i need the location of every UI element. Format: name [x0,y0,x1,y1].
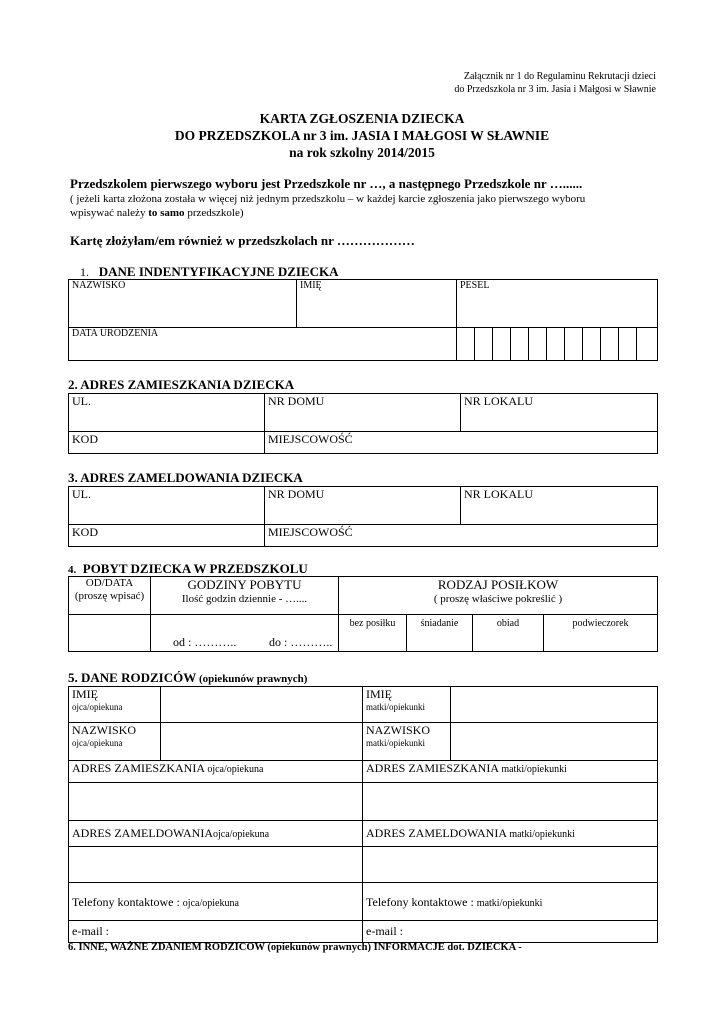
start-date-header [69,577,151,615]
mother-registration-label: ADRES ZAMELDOWANIA [366,826,507,840]
stay-table [68,576,658,652]
pesel-label: PESEL [460,280,490,291]
meals-label: RODZAJ POSIŁKOW [437,577,559,592]
postal-code-label: KOD [72,525,98,539]
pesel-digit-box[interactable] [637,328,658,361]
note-part-2: przedszkole) [184,207,244,219]
flat-number-label: NR LOKALU [464,394,533,408]
meal-option-none[interactable] [339,615,407,652]
father-name-label-cell [69,687,161,723]
town-label: MIEJSCOWOŚĆ [268,432,353,446]
pesel-header [457,280,658,328]
pesel-digit-box[interactable] [475,328,493,361]
town-label: MIEJSCOWOŚĆ [268,525,353,539]
section-3-title: 3. ADRES ZAMELDOWANIA DZIECKA [68,470,303,485]
postal-code-field[interactable] [69,432,265,454]
meals-header [339,577,658,615]
mother-hint: matki/opiekunki [366,702,425,712]
annex-note [454,70,656,96]
mother-hint: matki/opiekunki [476,898,543,909]
preference-note-2 [70,206,585,220]
father-hint: ojca/opiekuna [182,898,239,909]
pesel-digit-box[interactable] [619,328,637,361]
section-4-heading: POBYT DZIECKA W PRZEDSZKOLU [82,561,308,576]
street-field[interactable] [69,394,265,432]
meal-option-lunch[interactable] [473,615,544,652]
mother-registration-field[interactable] [363,847,658,883]
pesel-digit-box[interactable] [547,328,565,361]
hours-label: GODZINY POBYTU [187,577,302,592]
residence-address-table [68,393,658,454]
section-5-title [68,670,307,686]
annex-line-2: do Przedszkola nr 3 im. Jasia i Małgosi w Sławnie [454,84,656,95]
mother-name-field[interactable] [451,687,658,723]
dob-field[interactable] [69,328,457,361]
postal-code-field[interactable] [69,525,265,547]
mother-residence-header [363,761,658,783]
father-residence-field[interactable] [69,783,363,821]
section-2-title: 2. ADRES ZAMIESZKANIA DZIECKA [68,377,295,392]
meal-breakfast-label: śniadanie [420,618,459,629]
mother-hint: matki/opiekunki [366,738,425,748]
mother-residence-label: ADRES ZAMIESZKANIA [366,761,499,775]
house-number-field[interactable] [265,487,461,525]
father-phone-field[interactable] [69,883,363,921]
postal-code-label: KOD [72,432,98,446]
mother-phone-label: Telefony kontaktowe : [366,895,474,909]
meals-hint: ( proszę właściwe pokreślić ) [433,593,563,605]
pesel-digit-box[interactable] [493,328,511,361]
section-1-title [80,264,339,280]
hours-to[interactable]: do : ……….. [269,635,333,649]
title-line-3: na rok szkolny 2014/2015 [289,145,435,160]
pesel-digit-box[interactable] [457,328,475,361]
section-6-title: 6. INNE, WAŻNE ZDANIEM RODZICOW (opiekunów prawnych) INFORMACJE dot. DZIECKA - [68,942,522,953]
firstname-label: IMIĘ [300,280,322,291]
mother-name-label: IMIĘ [366,687,392,701]
street-label: UL. [72,487,91,501]
meal-lunch-label: obiad [496,618,520,629]
hours-hint: Ilość godzin dziennie - ….... [181,593,308,605]
meal-none-label: bez posiłku [349,618,396,629]
surname-label: NAZWISKO [72,280,126,291]
father-email-field[interactable] [69,921,363,943]
start-date-label: OD/DATA [85,577,134,589]
father-registration-header [69,821,363,847]
street-label: UL. [72,394,91,408]
father-name-label: IMIĘ [72,687,98,701]
mother-surname-label: NAZWISKO [366,723,430,737]
annex-line-1: Załącznik nr 1 do Regulaminu Rekrutacji dzieci [463,71,656,82]
street-field[interactable] [69,487,265,525]
pesel-digit-box[interactable] [565,328,583,361]
pesel-digit-box[interactable] [511,328,529,361]
mother-surname-field[interactable] [451,723,658,761]
flat-number-label: NR LOKALU [464,487,533,501]
note-part-1: wpisywać należy [70,207,149,219]
meal-snack-label: podwieczorek [572,618,629,629]
section-5-subheading: (opiekunów prawnych) [196,673,308,685]
mother-registration-header [363,821,658,847]
father-registration-field[interactable] [69,847,363,883]
house-number-label: NR DOMU [268,487,325,501]
section-4-number: 4. [68,564,77,576]
section-4-title [68,561,308,577]
father-hint: ojca/opiekuna [213,829,270,840]
mother-email-label: e-mail : [366,924,403,938]
house-number-field[interactable] [265,394,461,432]
hours-from[interactable]: od : ……….. [173,635,237,649]
section-5-heading: 5. DANE RODZICÓW [68,670,197,685]
father-surname-label-cell [69,723,161,761]
mother-residence-field[interactable] [363,783,658,821]
surname-field[interactable] [69,280,297,328]
father-registration-label: ADRES ZAMELDOWANIA [72,826,213,840]
father-residence-label: ADRES ZAMIESZKANIA [72,761,205,775]
mother-hint: matki/opiekunki [501,764,567,775]
hours-header [151,577,339,615]
mother-surname-label-cell [363,723,451,761]
section-1-heading: DANE INDENTYFIKACYJNE DZIECKA [98,264,339,279]
dob-label: DATA URODZENIA [72,328,159,339]
hours-field[interactable] [151,615,339,652]
house-number-label: NR DOMU [268,394,325,408]
father-hint: ojca/opiekuna [72,738,123,748]
child-id-table [68,279,658,361]
meal-option-snack[interactable] [544,615,658,652]
form-title [0,110,724,161]
pesel-digit-box[interactable] [583,328,601,361]
father-surname-label: NAZWISKO [72,723,136,737]
start-date-hint: (proszę wpisać) [74,590,145,602]
flat-number-field[interactable] [461,394,658,432]
father-hint: ojca/opiekuna [207,764,264,775]
preference-note-1: ( jeżeli karta złożona została w więcej niż jednym przedszkolu – w każdej karcie zgłoszenia jako pierwszego wyboru [70,193,586,205]
title-line-1: KARTA ZGŁOSZENIA DZIECKA [259,111,465,126]
title-line-2: DO PRZEDSZKOLA nr 3 im. JASIA I MAŁGOSI W SŁAWNIE [174,128,550,143]
preference-line: Przedszkolem pierwszego wyboru jest Przedszkole nr …, a następnego Przedszkole nr …...... [70,176,583,191]
preference-note [70,192,585,220]
father-name-field[interactable] [161,687,363,723]
pesel-digit-box[interactable] [601,328,619,361]
father-email-label: e-mail : [72,924,109,938]
father-phone-label: Telefony kontaktowe : [72,895,180,909]
note-part-bold: to samo [148,207,185,219]
father-hint: ojca/opiekuna [72,702,123,712]
mother-hint: matki/opiekunki [509,829,575,840]
town-field[interactable] [265,432,658,454]
pesel-digit-box[interactable] [529,328,547,361]
start-date-field[interactable] [69,615,151,652]
section-1-number: 1. [80,265,89,279]
mother-name-label-cell [363,687,451,723]
father-surname-field[interactable] [161,723,363,761]
father-residence-header [69,761,363,783]
also-submitted-line: Kartę złożyłam/em również w przedszkolach nr ……………… [70,233,415,248]
firstname-field[interactable] [297,280,457,328]
town-field[interactable] [265,525,658,547]
parents-table [68,686,658,943]
meal-option-breakfast[interactable] [407,615,473,652]
flat-number-field[interactable] [461,487,658,525]
mother-email-field[interactable] [363,921,658,943]
registration-address-table [68,486,658,547]
mother-phone-field[interactable] [363,883,658,921]
